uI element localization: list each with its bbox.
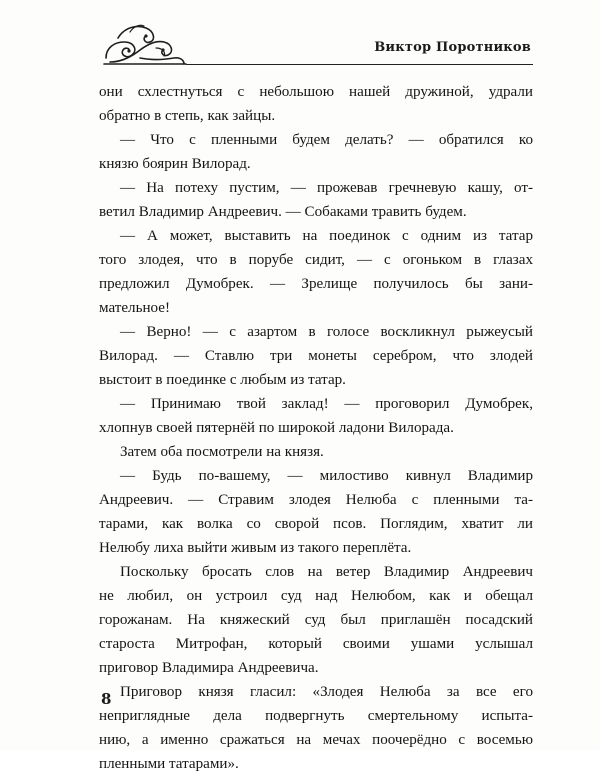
text-line: обратно в степь, как зайцы. [99, 108, 276, 124]
text-line: — А может, выставить на поединок с одним из татар [120, 228, 533, 244]
paragraph [99, 680, 533, 776]
text-line: выстоит в поединке с любым из татар. [99, 372, 346, 388]
text-line: тарами, как волка со сворой псов. Поглядим, хватит ли [99, 516, 533, 532]
body-text [99, 80, 533, 776]
paragraph [99, 80, 533, 128]
text-line: пленными татарами». [99, 756, 239, 772]
paragraph [99, 176, 533, 224]
text-line: Андреевич. — Стравим злодея Нелюба с пленными та- [99, 492, 533, 508]
text-line: горожанам. На княжеский суд был приглашён посадский [99, 612, 533, 628]
text-line: Вилорад. — Ставлю три монеты серебром, что злодей [99, 348, 533, 364]
running-header-author: Виктор Поротников [374, 40, 531, 55]
paragraph [99, 440, 533, 464]
text-line: Поскольку бросать слов на ветер Владимир Андреевич [120, 564, 533, 580]
paragraph [99, 224, 533, 320]
text-line: мательное! [99, 300, 171, 316]
paragraph [99, 392, 533, 440]
header-ornament-icon [100, 18, 186, 68]
text-line: — Что с пленными будем делать? — обратился ко [120, 132, 533, 148]
running-header [100, 18, 533, 68]
header-rule [186, 64, 533, 65]
text-line: того злодея, что в порубе сидит, — с огоньком в глазах [99, 252, 533, 268]
text-line: предложил Думобрек. — Зрелище получилось бы зани- [99, 276, 533, 292]
paragraph [99, 320, 533, 392]
text-line: приговор Владимира Андреевича. [99, 660, 319, 676]
paragraph [99, 128, 533, 176]
text-line: нию, а именно сражаться на мечах поочерёдно с восемью [99, 732, 533, 748]
text-line: ветил Владимир Андреевич. — Собаками травить будем. [99, 204, 467, 220]
paragraph [99, 560, 533, 680]
text-line: староста Митрофан, который своими ушами услышал [99, 636, 533, 652]
text-line: хлопнув своей пятернёй по широкой ладони Вилорада. [99, 420, 454, 436]
text-line: князю боярин Вилорад. [99, 156, 251, 172]
page-number: 8 [101, 690, 112, 708]
text-line: Приговор князя гласил: «Злодея Нелюба за все его [120, 684, 533, 700]
text-line: они схлестнуться с небольшою нашей дружиной, удрали [99, 84, 533, 100]
text-line: — Верно! — с азартом в голосе воскликнул рыжеусый [120, 324, 533, 340]
paragraph [99, 464, 533, 560]
text-line: — На потеху пустим, — прожевав гречневую кашу, от- [120, 180, 533, 196]
text-line: Затем оба посмотрели на князя. [120, 444, 324, 460]
text-line: неприглядные дела подвергнуть смертельному испыта- [99, 708, 533, 724]
text-line: — Принимаю твой заклад! — проговорил Думобрек, [120, 396, 533, 412]
text-line: — Будь по-вашему, — милостиво кивнул Владимир [120, 468, 533, 484]
text-line: Нелюбу лиха выйти живым из такого переплёта. [99, 540, 412, 556]
text-line: не любил, он устроил суд над Нелюбом, как и обещал [99, 588, 533, 604]
